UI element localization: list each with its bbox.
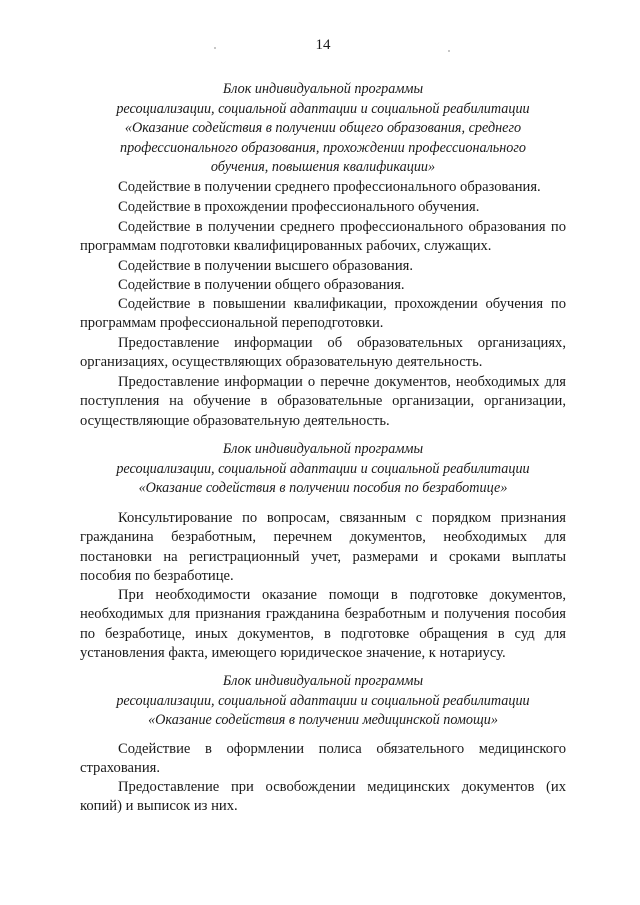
heading-line: Блок индивидуальной программы (222, 81, 424, 97)
paragraph: Содействие в получении общего образования. (118, 277, 405, 293)
page-number: 14 (315, 37, 331, 53)
document-page (80, 0, 566, 905)
section-heading (70, 440, 576, 499)
heading-line: Блок индивидуальной программы (222, 673, 424, 689)
heading-line: Блок индивидуальной программы (222, 441, 424, 457)
heading-line: ресоциализации, социальной адаптации и социальной реабилитации (116, 100, 530, 117)
paragraph: Содействие в прохождении профессионального обучения. (118, 199, 480, 215)
paragraph: Содействие в получении среднего профессионального образования по программам подготовки квалифицированных рабочих, служащих. (80, 219, 566, 255)
heading-line: ресоциализации, социальной адаптации и социальной реабилитации (116, 460, 530, 477)
paragraph: Содействие в оформлении полиса обязательного медицинского страхования. (80, 741, 566, 777)
paragraph: Консультирование по вопросам, связанным с порядком признания гражданина безработным, перечнем документов, необходимых для постановки на регистрационный учет, размерами и сроками выплаты пособия по безработице. (80, 510, 566, 584)
paragraph: Содействие в получении среднего профессионального образования. (118, 179, 541, 195)
heading-line: профессионального образования, прохождении профессионального (119, 139, 527, 156)
paragraph: Предоставление информации об образовательных организациях, организациях, осуществляющих образовательную деятельность. (80, 335, 566, 371)
scan-speck (448, 50, 450, 52)
heading-line: ресоциализации, социальной адаптации и социальной реабилитации (116, 692, 530, 709)
section-heading (70, 672, 576, 731)
paragraph: Содействие в повышении квалификации, прохождении обучения по программам профессиональной переподготовки. (80, 296, 566, 332)
heading-line: обучения, повышения квалификации» (210, 159, 436, 175)
heading-line: «Оказание содействия в получении медицинской помощи» (148, 712, 498, 728)
scan-speck (214, 47, 216, 49)
heading-line: «Оказание содействия в получении общего образования, среднего (124, 120, 522, 136)
paragraph: При необходимости оказание помощи в подготовке документов, необходимых для признания гражданина безработным и получения пособия по безработице, иных документов, в подготовке обращения в суд для установления факта, имеющего юридическое значение, к нотариусу. (80, 587, 566, 661)
paragraph: Содействие в получении высшего образования. (118, 258, 414, 274)
paragraph: Предоставление при освобождении медицинских документов (их копий) и выписок из них. (80, 779, 566, 815)
paragraph: Предоставление информации о перечне документов, необходимых для поступления на обучение в образовательные организации, организации, осуществляющие образовательную деятельность. (80, 374, 566, 429)
heading-line: «Оказание содействия в получении пособия по безработице» (138, 480, 508, 496)
section-heading (70, 80, 576, 178)
